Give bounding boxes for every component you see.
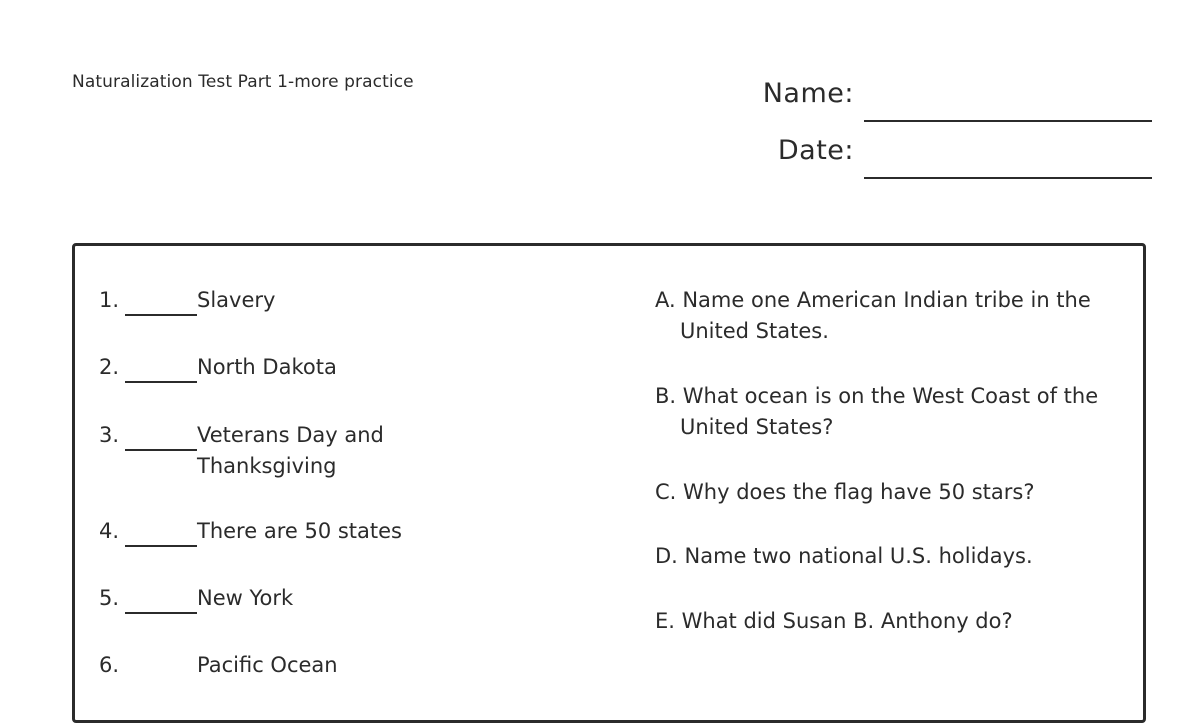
question-text: New York [197,586,294,610]
answer-option: C. Why does the flag have 50 stars? [655,480,1035,504]
date-label: Date: [777,135,854,166]
question-text: There are 50 states [197,519,402,543]
question-text: Pacific Ocean [197,653,338,677]
name-label: Name: [762,78,854,109]
question-number: 4. [99,519,120,543]
question-number: 6. [99,653,120,677]
answer-blank[interactable] [125,352,197,383]
answer-option: D. Name two national U.S. holidays. [655,544,1033,568]
answer-blank[interactable] [125,583,197,614]
answer-blank[interactable] [125,420,197,451]
answer-option: E. What did Susan B. Anthony do? [655,609,1013,633]
answer-option: A. Name one American Indian tribe in the United States. [655,288,1091,343]
question-text: North Dakota [197,355,337,379]
question-text: Slavery [197,288,276,312]
date-field[interactable] [778,135,1152,167]
question-number: 1. [99,288,120,312]
answer-blank[interactable] [125,285,197,316]
question-text: Veterans Day and Thanksgiving [197,423,384,478]
answer-option: B. What ocean is on the West Coast of the United States? [655,384,1099,439]
question-number: 2. [99,355,120,379]
answer-blank[interactable] [125,516,197,547]
name-field[interactable] [763,78,1152,110]
question-number: 5. [99,586,120,610]
date-line[interactable] [864,177,1152,179]
answer-blank[interactable] [125,650,197,681]
worksheet-title: Naturalization Test Part 1-more practice [72,72,414,92]
question-number: 3. [99,423,120,447]
name-line[interactable] [864,120,1152,122]
